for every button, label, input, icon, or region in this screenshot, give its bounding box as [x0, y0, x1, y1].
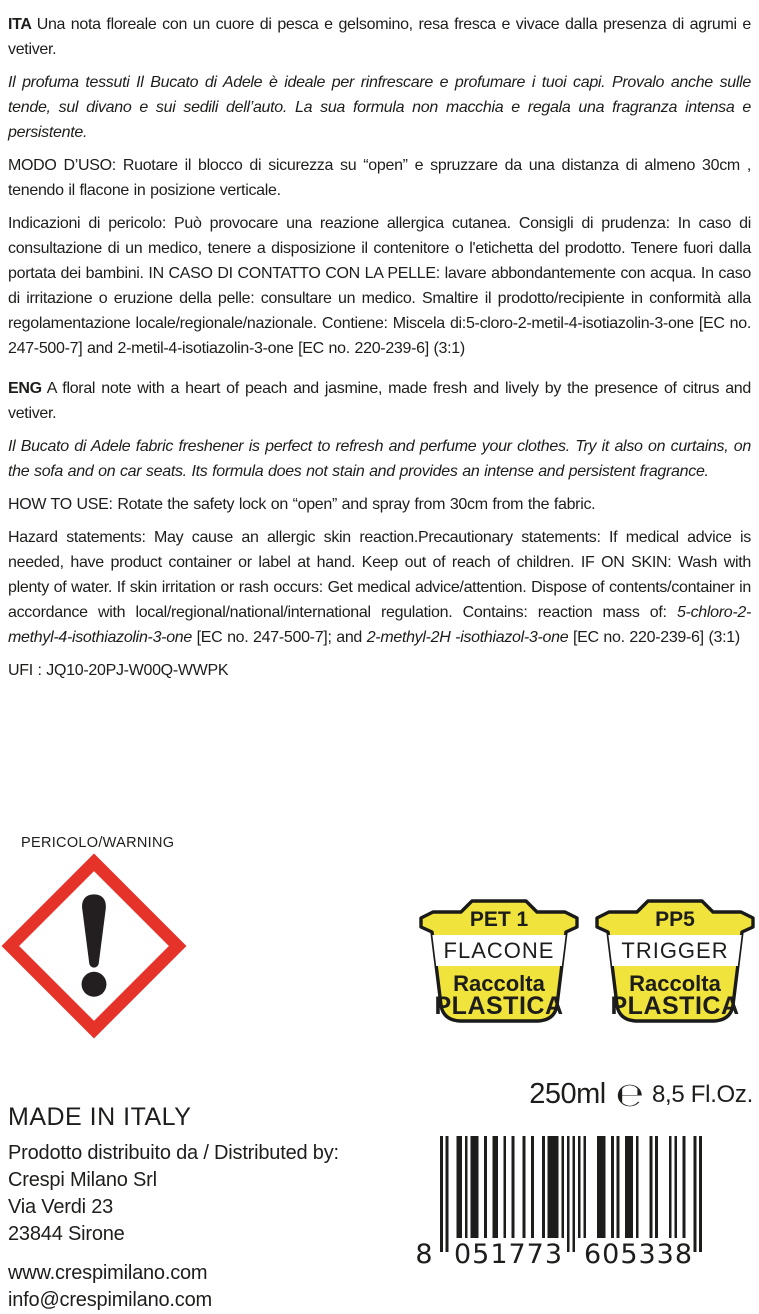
barcode-bars [440, 1136, 702, 1252]
eng-hazard-text-3: [EC no. 220-239-6] (3:1) [568, 629, 740, 646]
distributor-website: www.crespimilano.com [8, 1262, 208, 1284]
volume-floz: 8,5 Fl.Oz. [651, 1080, 753, 1108]
barcode-digits-left: 051773 [454, 1239, 562, 1270]
volume-row [529, 1075, 753, 1114]
distributor-address-2: 23844 Sirone [8, 1223, 125, 1245]
plastica-label: PLASTICA [610, 992, 740, 1020]
made-in-italy: MADE IN ITALY [8, 1103, 192, 1131]
recycling-tag-trigger [592, 897, 758, 1029]
ghs07-exclamation-icon [5, 857, 183, 1034]
label-text-column [8, 12, 751, 683]
pericolo-warning-label: PERICOLO/WARNING [21, 835, 175, 851]
ean13-barcode [412, 1134, 724, 1268]
distributor-block [8, 1140, 339, 1314]
material-code: PP5 [655, 908, 695, 931]
ita-lang-tag: ITA [8, 16, 32, 33]
component-name: TRIGGER [621, 938, 729, 963]
ufi-code: UFI : JQ10-20PJ-W00Q-WWPK [8, 662, 229, 679]
raccolta-label: Raccolta [453, 971, 545, 996]
ita-hazard-paragraph: Indicazioni di pericolo: Può provocare una reazione allergica cutanea. Consigli di prudenza: In caso di consultazione di un medico, tenere a disposizione il contenitore o l'etichetta del prodotto. Tenere fuori dalla portata dei bambini. IN CASO DI CONTATTO CON LA PELLE: lavare abbondantemente con acqua. In caso di irritazione o eruzione della pelle: consultare un medico. Smaltire il prodotto/recipiente in conformità alla regolamentazione locale/regionale/nazionale. Contiene: Miscela di:5-cloro-2-metil-4-isotiazolin-3-one [EC no. 247-500-7] and 2-metil-4-isotiazolin-3-one [EC no. 220-239-6] (3:1) [8, 215, 751, 357]
eng-description-paragraph: Il Bucato di Adele fabric freshener is perfect to refresh and perfume your clothes. Try it also on curtains, on the sofa and on car seats. Its formula does not stain and provides an intense and persistent fragrance. [8, 438, 751, 480]
eng-hazard-text-2: [EC no. 247-500-7]; and [192, 629, 367, 646]
eng-hazard-chemical-2: 2-methyl-2H -isothiazol-3-one [366, 629, 569, 646]
eng-hazard-chemical-1: 5-chloro-2-methyl-4-isothiazolin-3-one [8, 604, 751, 646]
distributor-heading: Prodotto distribuito da / Distributed by: [8, 1142, 339, 1164]
eng-intro-text: A floral note with a heart of peach and jasmine, made fresh and lively by the presence of citrus and vetiver. [8, 380, 751, 422]
volume-ml: 250ml [529, 1078, 606, 1110]
raccolta-label: Raccolta [629, 971, 721, 996]
distributor-address-1: Via Verdi 23 [8, 1196, 114, 1218]
material-code: PET 1 [469, 908, 529, 931]
component-name: FLACONE [443, 938, 555, 963]
ita-usage-paragraph: MODO D’USO: Ruotare il blocco di sicurezza su “open” e spruzzare da una distanza di almeno 30cm , tenendo il flacone in posizione verticale. [8, 157, 751, 199]
estimated-sign-icon: ℮ [615, 1075, 644, 1114]
distributor-name: Crespi Milano Srl [8, 1169, 157, 1191]
plastica-label: PLASTICA [434, 992, 564, 1020]
eng-usage-paragraph: HOW TO USE: Rotate the safety lock on “open” and spray from 30cm from the fabric. [8, 496, 596, 513]
barcode-digits-right: 605338 [584, 1239, 692, 1270]
barcode-digit-first: 8 [415, 1239, 433, 1270]
distributor-email: info@crespimilano.com [8, 1289, 212, 1311]
ita-description-paragraph: Il profuma tessuti Il Bucato di Adele è ideale per rinfrescare e profumare i tuoi capi. Provalo anche sulle tende, sul divano e sui sedili dell’auto. La sua formula non macchia e regala una fragranza intensa e persistente. [8, 74, 751, 141]
eng-hazard-text-1: Hazard statements: May cause an allergic skin reaction.Precautionary statements: If medical advice is needed, have product container or label at hand. Keep out of reach of children. IF ON SKIN: Wash with plenty of water. If skin irritation or rash occurs: Get medical advice/attention. Dispose of contents/container in accordance with local/regional/national/international regulation. Contains: reaction mass of: [8, 529, 751, 621]
eng-intro-paragraph [8, 376, 751, 426]
eng-hazard-paragraph [8, 525, 751, 650]
ita-intro-paragraph [8, 12, 751, 62]
recycling-tag-bottle [416, 897, 582, 1029]
ita-intro-text: Una nota floreale con un cuore di pesca e gelsomino, resa fresca e vivace dalla presenza di agrumi e vetiver. [8, 16, 751, 58]
eng-lang-tag: ENG [8, 380, 42, 397]
